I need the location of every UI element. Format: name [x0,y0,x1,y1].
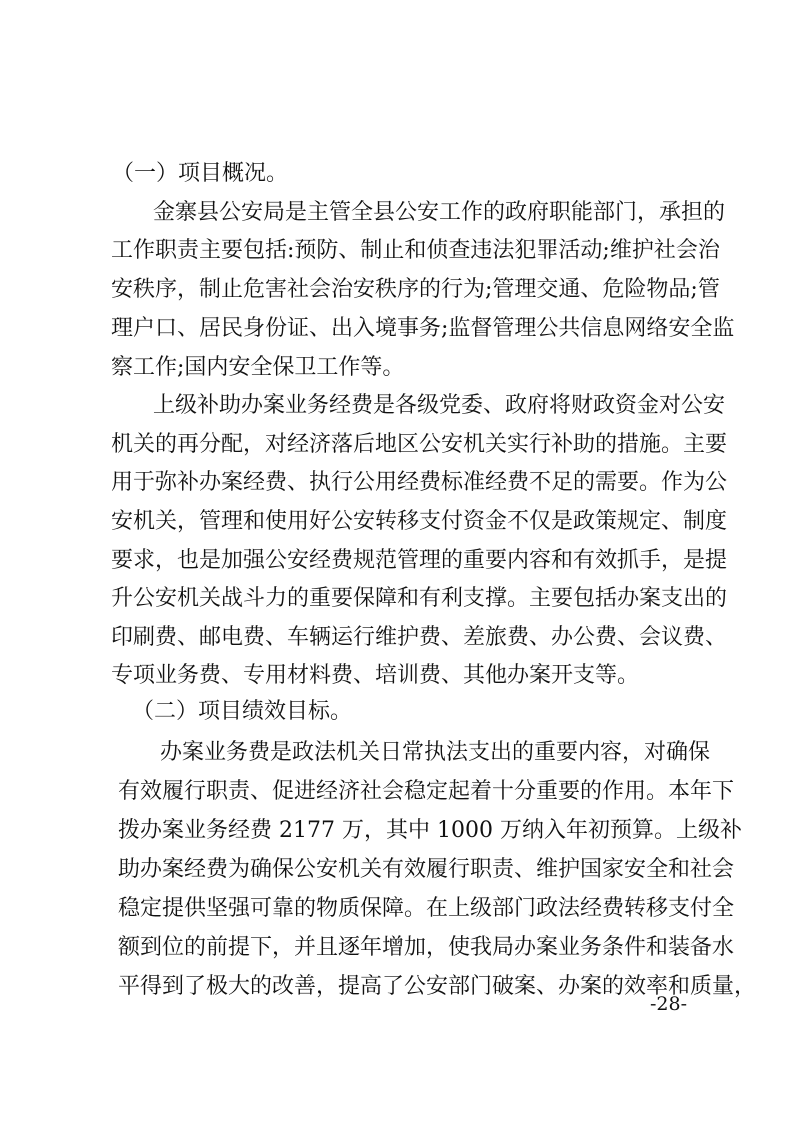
paragraph-line: 金寨县公安局是主管全县公安工作的政府职能部门，承担的 [153,200,726,225]
paragraph-line: 印刷费、邮电费、车辆运行维护费、差旅费、办公费、会议费、 [111,625,728,650]
paragraph-line: 安机关，管理和使用好公安转移支付资金不仅是政策规定、制度 [111,509,728,534]
paragraph-line: 专项业务费、专用材料费、培训费、其他办案开支等。 [111,663,640,688]
paragraph-line: 安秩序，制止危害社会治安秩序的行为;管理交通、危险物品;管 [111,277,720,302]
paragraph-line: 上级补助办案业务经费是各级党委、政府将财政资金对公安 [153,393,726,418]
paragraph-line: 拨办案业务经费 2177 万，其中 1000 万纳入年初预算。上级补 [118,818,742,843]
paragraph-line: 办案业务费是政法机关日常执法支出的重要内容，对确保 [160,740,711,765]
paragraph-line: 助办案经费为确保公安机关有效履行职责、维护国家安全和社会 [118,857,735,882]
section-heading-overview: （一）项目概况。 [112,161,289,186]
paragraph-line: 工作职责主要包括:预防、制止和侦查违法犯罪活动;维护社会治 [111,238,720,263]
paragraph-line: 有效履行职责、促进经济社会稳定起着十分重要的作用。本年下 [118,779,735,804]
paragraph-line: 平得到了极大的改善，提高了公安部门破案、办案的效率和质量， [118,974,757,999]
section-heading-performance-goals: （二）项目绩效目标。 [132,699,353,724]
paragraph-line: 稳定提供坚强可靠的物质保障。在上级部门政法经费转移支付全 [118,896,735,921]
paragraph-line: 升公安机关战斗力的重要保障和有利支撑。主要包括办案支出的 [111,586,728,611]
paragraph-line: 理户口、居民身份证、出入境事务;监督管理公共信息网络安全监 [111,316,735,341]
paragraph-line: 用于弥补办案经费、执行公用经费标准经费不足的需要。作为公 [111,470,728,495]
page-number: -28- [650,993,688,1015]
paragraph-line: 察工作;国内安全保卫工作等。 [111,355,405,380]
paragraph-line: 要求，也是加强公安经费规范管理的重要内容和有效抓手，是提 [111,548,728,573]
paragraph-line: 额到位的前提下，并且逐年增加，使我局办案业务条件和装备水 [118,935,735,960]
paragraph-line: 机关的再分配，对经济落后地区公安机关实行补助的措施。主要 [111,432,728,457]
